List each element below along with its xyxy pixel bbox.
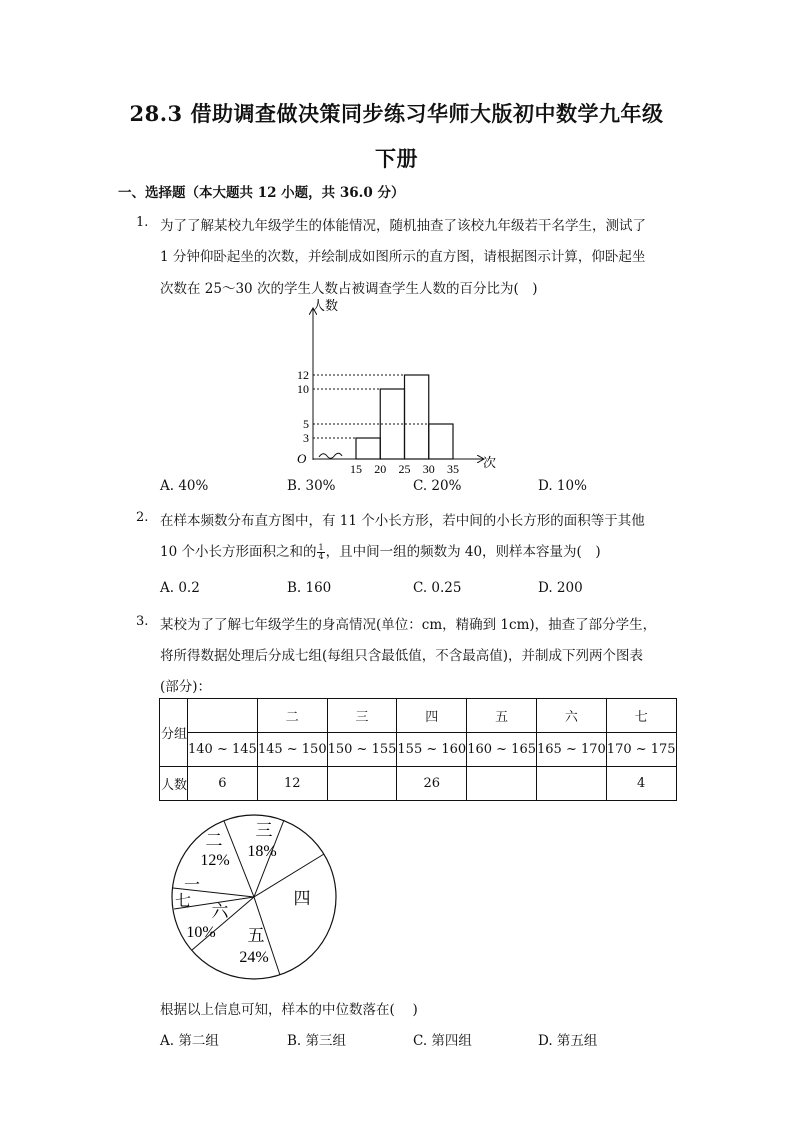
y-tick-label: 12 bbox=[297, 368, 309, 382]
histogram-bar bbox=[429, 424, 453, 459]
table-cell bbox=[467, 767, 537, 801]
y-tick-label: 10 bbox=[297, 382, 309, 396]
fraction bbox=[317, 544, 324, 561]
option-b[interactable]: B. 160 bbox=[287, 580, 332, 596]
fraction-numerator: 1 bbox=[318, 543, 324, 552]
option-d[interactable]: D. 200 bbox=[538, 580, 583, 596]
y-tick-label: 3 bbox=[303, 431, 309, 445]
fraction-denominator: 4 bbox=[318, 552, 324, 561]
table-row-header: 人数 bbox=[160, 767, 188, 801]
option-d[interactable]: D. 10% bbox=[538, 478, 587, 494]
option-c[interactable]: C. 20% bbox=[413, 478, 462, 494]
table-cell: 四 bbox=[397, 699, 467, 733]
x-tick-label: 15 bbox=[350, 462, 362, 475]
question-text: 为了了解某校九年级学生的体能情况，随机抽查了该校九年级若干名学生，测试了 bbox=[160, 218, 646, 234]
table-cell bbox=[188, 699, 258, 733]
question-text: 1 分钟仰卧起坐的次数，并绘制成如图所示的直方图，请根据图示计算，仰卧起坐 bbox=[160, 249, 646, 265]
x-tick-label: 30 bbox=[422, 462, 435, 475]
table-cell: 12 bbox=[257, 767, 327, 801]
table-cell: 六 bbox=[537, 699, 607, 733]
pie-slice-label: 一 bbox=[183, 877, 201, 894]
table-cell: 6 bbox=[188, 767, 258, 801]
x-tick-label: 20 bbox=[374, 462, 387, 475]
histogram-bar bbox=[356, 438, 380, 459]
origin-label: O bbox=[297, 451, 307, 466]
option-a[interactable]: A. 40% bbox=[160, 478, 209, 494]
question-text: (部分)： bbox=[160, 679, 212, 695]
pie-slice-pct: 18% bbox=[247, 843, 277, 860]
histogram-bar bbox=[380, 389, 404, 459]
table-cell bbox=[537, 767, 607, 801]
pie-slice-pct: 12% bbox=[200, 852, 230, 869]
table-cell bbox=[327, 767, 397, 801]
pie-slice-label: 二 bbox=[205, 831, 223, 850]
page-title-line2: 下册 bbox=[375, 146, 418, 171]
option-c[interactable]: C. 0.25 bbox=[413, 580, 462, 596]
table-row bbox=[160, 733, 677, 767]
option-d[interactable]: D. 第五组 bbox=[538, 1033, 598, 1049]
table-cell: 140 ~ 145 bbox=[188, 733, 258, 767]
y-tick-label: 5 bbox=[303, 417, 309, 431]
option-b[interactable]: B. 30% bbox=[287, 478, 336, 494]
question-text-part: ，且中间一组的频数为 40，则样本容量为( ) bbox=[325, 544, 601, 560]
x-tick-label: 25 bbox=[398, 462, 411, 475]
option-c[interactable]: C. 第四组 bbox=[413, 1033, 472, 1049]
pie-slice-label: 五 bbox=[247, 926, 265, 945]
question-text bbox=[160, 540, 601, 561]
table-cell: 155 ~ 160 bbox=[397, 733, 467, 767]
x-tick-label: 35 bbox=[447, 462, 459, 475]
table-row bbox=[160, 699, 677, 733]
table-cell: 七 bbox=[606, 699, 676, 733]
pie-slice-label: 三 bbox=[255, 821, 273, 840]
histogram-chart bbox=[285, 295, 510, 475]
table-cell: 五 bbox=[467, 699, 537, 733]
histogram-bar bbox=[405, 375, 429, 459]
axis-break bbox=[319, 453, 342, 458]
pie-slice-label: 四 bbox=[293, 889, 311, 908]
y-axis-label: 人数 bbox=[312, 298, 339, 313]
pie-slice-label: 七 bbox=[174, 893, 192, 910]
question-text: 次数在 25～30 次的学生人数占被调查学生人数的百分比为( ) bbox=[160, 281, 538, 297]
question-text: 在样本频数分布直方图中，有 11 个小长方形，若中间的小长方形的面积等于其他 bbox=[160, 513, 645, 529]
table-row bbox=[160, 767, 677, 801]
x-axis-label: 次 bbox=[483, 455, 497, 470]
table-cell: 160 ~ 165 bbox=[467, 733, 537, 767]
pie-slice-label: 六 bbox=[211, 902, 229, 921]
question-text: 将所得数据处理后分成七组(每组只含最低值，不含最高值)，并制成下列两个图表 bbox=[160, 648, 644, 664]
option-a[interactable]: A. 0.2 bbox=[160, 580, 200, 596]
option-b[interactable]: B. 第三组 bbox=[287, 1033, 347, 1049]
question-number: 3. bbox=[136, 614, 149, 629]
table-row-header: 分组 bbox=[160, 699, 188, 767]
group-table bbox=[159, 698, 677, 801]
table-cell: 4 bbox=[606, 767, 676, 801]
page-title: 28.3 借助调查做决策同步练习华师大版初中数学九年级 bbox=[129, 101, 664, 126]
question-text-part: 10 个小长方形面积之和的 bbox=[160, 544, 317, 560]
table-cell: 170 ~ 175 bbox=[606, 733, 676, 767]
table-cell: 145 ~ 150 bbox=[257, 733, 327, 767]
table-cell: 二 bbox=[257, 699, 327, 733]
pie-chart bbox=[168, 812, 343, 987]
question-number: 1. bbox=[136, 215, 149, 230]
question-text: 某校为了了解七年级学生的身高情况(单位：cm，精确到 1cm)，抽查了部分学生， bbox=[160, 617, 657, 633]
table-cell: 三 bbox=[327, 699, 397, 733]
section-heading: 一、选择题（本大题共 12 小题，共 36.0 分） bbox=[118, 185, 405, 201]
pie-slice-pct: 24% bbox=[239, 949, 269, 966]
option-a[interactable]: A. 第二组 bbox=[160, 1033, 219, 1049]
pie-slice-pct: 10% bbox=[186, 924, 216, 941]
table-cell: 150 ~ 155 bbox=[327, 733, 397, 767]
table-cell: 165 ~ 170 bbox=[537, 733, 607, 767]
question-text: 根据以上信息可知，样本的中位数落在( ) bbox=[160, 1002, 418, 1018]
table-cell: 26 bbox=[397, 767, 467, 801]
question-number: 2. bbox=[136, 510, 149, 525]
